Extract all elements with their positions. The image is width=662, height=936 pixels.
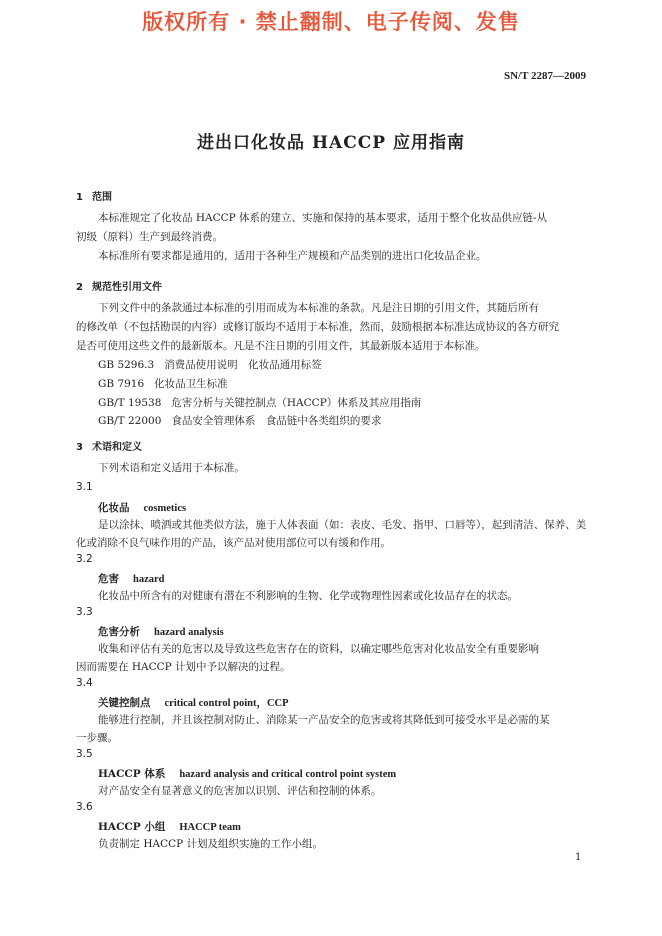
paragraph-line: 下列文件中的条款通过本标准的引用而成为本标准的条款。凡是注日期的引用文件，其随后所有 bbox=[98, 302, 539, 314]
term-cn: 关键控制点 bbox=[98, 697, 151, 709]
definition-line: 是以涂抹、喷洒或其他类似方法，施于人体表面（如：表皮、毛发、指甲、口唇等），起到清洁、保养、美 bbox=[98, 519, 587, 531]
definition-line: 化或消除不良气味作用的产品，该产品对使用部位可以有缓和作用。 bbox=[76, 537, 391, 549]
definition-line: 收集和评估有关的危害以及导致这些危害存在的资料，以确定哪些危害对化妆品安全有重要影响 bbox=[98, 643, 539, 655]
paragraph-line: 本标准规定了化妆品 HACCP 体系的建立、实施和保持的基本要求，适用于整个化妆品供应链-从 bbox=[98, 212, 548, 224]
term-heading bbox=[98, 500, 186, 515]
section-title: 范围 bbox=[92, 192, 112, 203]
paragraph-line: 本标准所有要求都是通用的，适用于各种生产规模和产品类别的进出口化妆品企业。 bbox=[98, 250, 487, 262]
term-en: HACCP team bbox=[179, 822, 241, 833]
section-number: 3 bbox=[76, 442, 83, 453]
section-number: 1 bbox=[76, 192, 83, 203]
section-number: 2 bbox=[76, 282, 83, 293]
reference-code: GB 7916 bbox=[98, 378, 145, 390]
term-cn: 化妆品 bbox=[98, 502, 130, 514]
term-number: 3.4 bbox=[76, 677, 93, 689]
reference-item bbox=[98, 357, 322, 372]
term-en: critical control point，CCP bbox=[164, 698, 289, 709]
watermark-banner: 版权所有 · 禁止翻制、电子传阅、发售 bbox=[142, 10, 520, 34]
term-number: 3.3 bbox=[76, 606, 93, 618]
term-cn: 危害分析 bbox=[98, 626, 140, 638]
term-heading bbox=[98, 571, 165, 586]
standard-number: SN/T 2287—2009 bbox=[503, 70, 586, 82]
paragraph-line: 初级（原料）生产到最终消费。 bbox=[76, 231, 223, 243]
reference-title: 化妆品卫生标准 bbox=[154, 378, 228, 390]
term-en: hazard analysis and critical control point system bbox=[179, 769, 397, 780]
reference-code: GB/T 19538 bbox=[98, 397, 162, 409]
reference-item bbox=[98, 395, 421, 410]
reference-title: 消费品使用说明 化妆品通用标签 bbox=[164, 359, 322, 371]
term-number: 3.6 bbox=[76, 801, 93, 813]
definition-line: 对产品安全有显著意义的危害加以识别、评估和控制的体系。 bbox=[98, 785, 382, 797]
paragraph-line: 的修改单（不包括勘误的内容）或修订版均不适用于本标准，然而，鼓励根据本标准达成协议的各方研究 bbox=[76, 321, 559, 333]
reference-item bbox=[98, 413, 381, 428]
term-number: 3.2 bbox=[76, 553, 93, 565]
definition-line: 能够进行控制，并且该控制对防止、消除某一产品安全的危害或将其降低到可接受水平是必需的某 bbox=[98, 714, 550, 726]
page-number: 1 bbox=[575, 852, 582, 863]
reference-title: 食品安全管理体系 食品链中各类组织的要求 bbox=[171, 415, 382, 427]
definition-line: 一步骤。 bbox=[76, 732, 118, 744]
term-cn: HACCP 体系 bbox=[98, 768, 166, 780]
reference-title: 危害分析与关键控制点（HACCP）体系及其应用指南 bbox=[171, 397, 422, 409]
page-title: 进出口化妆品 HACCP 应用指南 bbox=[197, 133, 465, 153]
term-cn: 危害 bbox=[98, 573, 119, 585]
term-cn: HACCP 小组 bbox=[98, 821, 166, 833]
term-en: cosmetics bbox=[143, 503, 187, 514]
term-heading bbox=[98, 695, 289, 710]
definition-line: 化妆品中所含有的对健康有潜在不利影响的生物、化学或物理性因素或化妆品存在的状态。 bbox=[98, 590, 518, 602]
section-heading-scope bbox=[76, 188, 112, 203]
term-heading bbox=[98, 819, 241, 834]
section-title: 规范性引用文件 bbox=[92, 282, 162, 293]
term-number: 3.5 bbox=[76, 748, 93, 760]
term-en: hazard analysis bbox=[154, 627, 224, 638]
paragraph-line: 是否可使用这些文件的最新版本。凡是不注日期的引用文件，其最新版本适用于本标准。 bbox=[76, 340, 486, 352]
section-heading-references bbox=[76, 278, 162, 293]
reference-code: GB/T 22000 bbox=[98, 415, 162, 427]
section-heading-terms bbox=[76, 438, 142, 453]
term-heading bbox=[98, 766, 396, 781]
definition-line: 因而需要在 HACCP 计划中予以解决的过程。 bbox=[76, 661, 291, 673]
reference-code: GB 5296.3 bbox=[98, 359, 155, 371]
reference-item bbox=[98, 376, 228, 391]
term-heading bbox=[98, 624, 224, 639]
definition-line: 负责制定 HACCP 计划及组织实施的工作小组。 bbox=[98, 838, 324, 850]
term-en: hazard bbox=[133, 574, 165, 585]
paragraph-line: 下列术语和定义适用于本标准。 bbox=[98, 462, 245, 474]
term-number: 3.1 bbox=[76, 481, 93, 493]
section-title: 术语和定义 bbox=[92, 442, 142, 453]
